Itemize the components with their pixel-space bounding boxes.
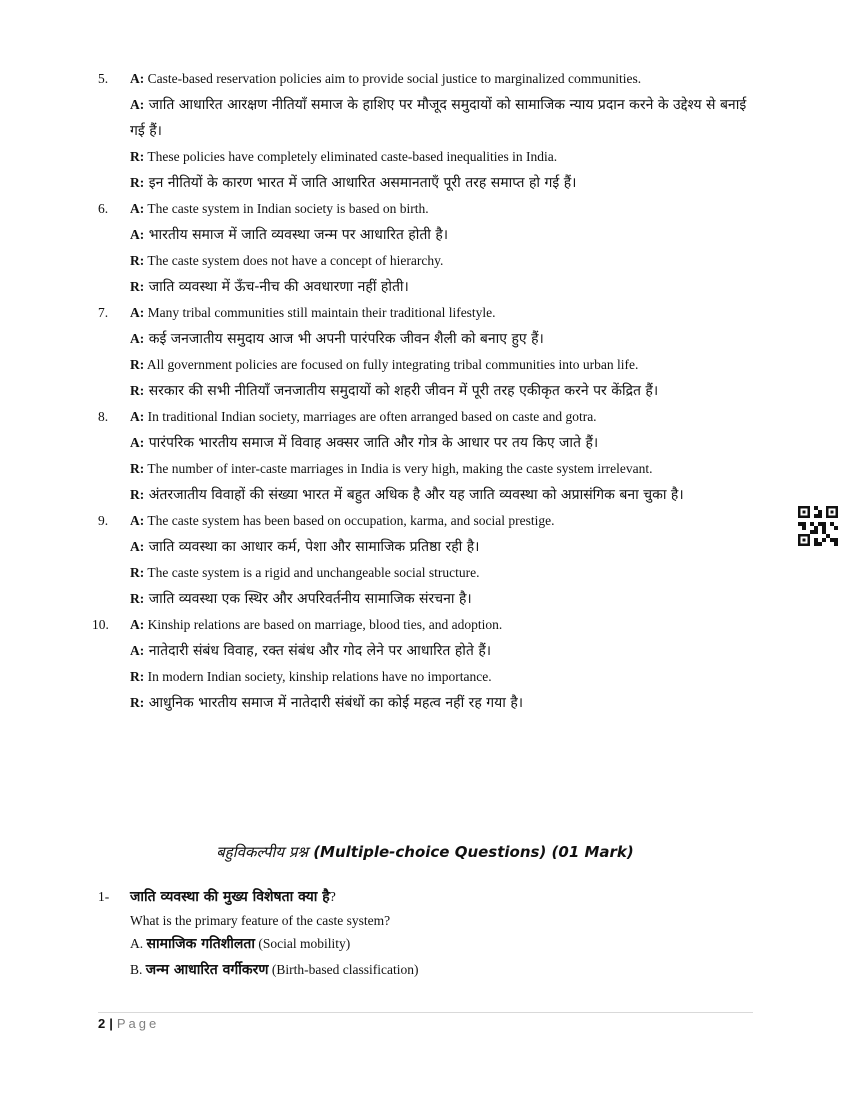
option-hi: सामाजिक गतिशीलता (146, 936, 255, 952)
assertion-hi: पारंपरिक भारतीय समाज में विवाह अक्सर जाति और गोत्र के आधार पर तय किए जाते हैं। (148, 435, 599, 451)
reason-tag: R: (130, 357, 145, 372)
mcq-question-hi: जाति व्यवस्था की मुख्य विशेषता क्या है (130, 889, 330, 905)
reason-hi-tag: R: (130, 695, 145, 710)
assertion-hi-tag: A: (130, 331, 145, 346)
mcq-number: 1- (98, 889, 110, 904)
reason-hi-tag: R: (130, 175, 145, 190)
assertion-tag: A: (130, 201, 145, 216)
mcq-question-mark: ? (329, 890, 336, 905)
page-label: Page (116, 1016, 160, 1031)
question-9 (98, 508, 763, 612)
option-en: (Birth-based classification) (271, 962, 419, 977)
question-6 (98, 196, 763, 300)
mcq-option-b (130, 957, 763, 983)
page-footer (98, 1016, 159, 1031)
reason-hi: इन नीतियों के कारण भारत में जाति आधारित असमानताएँ पूरी तरह समाप्त हो गई हैं। (148, 175, 577, 191)
reason-en: The caste system does not have a concept of hierarchy. (147, 253, 444, 268)
question-number: 5. (98, 71, 109, 86)
reason-tag: R: (130, 149, 145, 164)
footer-rule (98, 1012, 753, 1013)
page-number: 2 (98, 1016, 106, 1031)
assertion-reason-list (92, 66, 763, 716)
reason-tag: R: (130, 461, 145, 476)
footer-separator: | (109, 1016, 113, 1031)
assertion-hi-tag: A: (130, 435, 145, 450)
qr-code-icon (798, 506, 838, 546)
assertion-hi: भारतीय समाज में जाति व्यवस्था जन्म पर आधारित होती है। (148, 227, 449, 243)
reason-hi: अंतरजातीय विवाहों की संख्या भारत में बहुत अधिक है और यह जाति व्यवस्था को अप्रासंगिक बना चुका है। (148, 487, 684, 503)
assertion-tag: A: (130, 305, 145, 320)
assertion-en: The caste system in Indian society is based on birth. (147, 201, 429, 216)
assertion-hi: नातेदारी संबंध विवाह, रक्त संबंध और गोद लेने पर आधारित होते हैं। (148, 643, 492, 659)
question-10 (92, 612, 763, 716)
reason-tag: R: (130, 565, 145, 580)
question-number: 8. (98, 409, 109, 424)
option-hi: जन्म आधारित वर्गीकरण (145, 962, 269, 978)
question-7 (98, 300, 763, 404)
question-5 (98, 66, 763, 196)
reason-hi: जाति व्यवस्था एक स्थिर और अपरिवर्तनीय सामाजिक संरचना है। (148, 591, 472, 607)
assertion-en: The caste system has been based on occupation, karma, and social prestige. (147, 513, 555, 528)
assertion-en: Kinship relations are based on marriage, blood ties, and adoption. (147, 617, 503, 632)
reason-en: The caste system is a rigid and unchangeable social structure. (147, 565, 480, 580)
question-number: 6. (98, 201, 109, 216)
assertion-hi-tag: A: (130, 97, 145, 112)
assertion-tag: A: (130, 513, 145, 528)
option-letter: A. (130, 936, 144, 951)
mcq-question-en: What is the primary feature of the caste system? (130, 913, 391, 928)
reason-en: In modern Indian society, kinship relations have no importance. (147, 669, 492, 684)
assertion-hi: जाति आधारित आरक्षण नीतियाँ समाज के हाशिए पर मौजूद समुदायों को सामाजिक न्याय प्रदान करने के उद्देश्य से बनाई गई हैं। (130, 97, 747, 139)
assertion-en: In traditional Indian society, marriages are often arranged based on caste and gotra. (147, 409, 597, 424)
assertion-tag: A: (130, 617, 145, 632)
mcq-question-1 (98, 884, 763, 983)
option-en: (Social mobility) (258, 936, 351, 951)
question-number: 9. (98, 513, 109, 528)
option-letter: B. (130, 962, 143, 977)
reason-hi-tag: R: (130, 487, 145, 502)
reason-en: These policies have completely eliminated caste-based inequalities in India. (147, 149, 558, 164)
reason-hi: आधुनिक भारतीय समाज में नातेदारी संबंधों का कोई महत्व नहीं रह गया है। (148, 695, 524, 711)
assertion-en: Many tribal communities still maintain their traditional lifestyle. (147, 305, 496, 320)
reason-tag: R: (130, 253, 145, 268)
section-title-hi: बहुविकल्पीय प्रश्न (216, 843, 308, 861)
mcq-option-a (130, 931, 763, 957)
reason-tag: R: (130, 669, 145, 684)
assertion-hi: कई जनजातीय समुदाय आज भी अपनी पारंपरिक जीवन शैली को बनाए हुए हैं। (148, 331, 544, 347)
section-title (0, 842, 850, 862)
question-number: 10. (92, 617, 109, 632)
assertion-hi-tag: A: (130, 227, 145, 242)
reason-hi-tag: R: (130, 383, 145, 398)
reason-hi: सरकार की सभी नीतियाँ जनजातीय समुदायों को शहरी जीवन में पूरी तरह एकीकृत करने पर केंद्रित हैं। (148, 383, 659, 399)
assertion-en: Caste-based reservation policies aim to provide social justice to marginalized communities. (147, 71, 642, 86)
question-8 (98, 404, 763, 508)
question-number: 7. (98, 305, 109, 320)
reason-en: All government policies are focused on fully integrating tribal communities into urban life. (146, 357, 639, 372)
assertion-tag: A: (130, 409, 145, 424)
reason-hi-tag: R: (130, 279, 145, 294)
reason-en: The number of inter-caste marriages in India is very high, making the caste system irrelevant. (147, 461, 653, 476)
assertion-tag: A: (130, 71, 145, 86)
section-title-en: (Multiple-choice Questions) (01 Mark) (313, 843, 634, 861)
assertion-hi-tag: A: (130, 539, 145, 554)
mcq-list (98, 884, 763, 983)
reason-hi: जाति व्यवस्था में ऊँच-नीच की अवधारणा नहीं होती। (148, 279, 409, 295)
reason-hi-tag: R: (130, 591, 145, 606)
assertion-hi: जाति व्यवस्था का आधार कर्म, पेशा और सामाजिक प्रतिष्ठा रही है। (148, 539, 480, 555)
assertion-hi-tag: A: (130, 643, 145, 658)
